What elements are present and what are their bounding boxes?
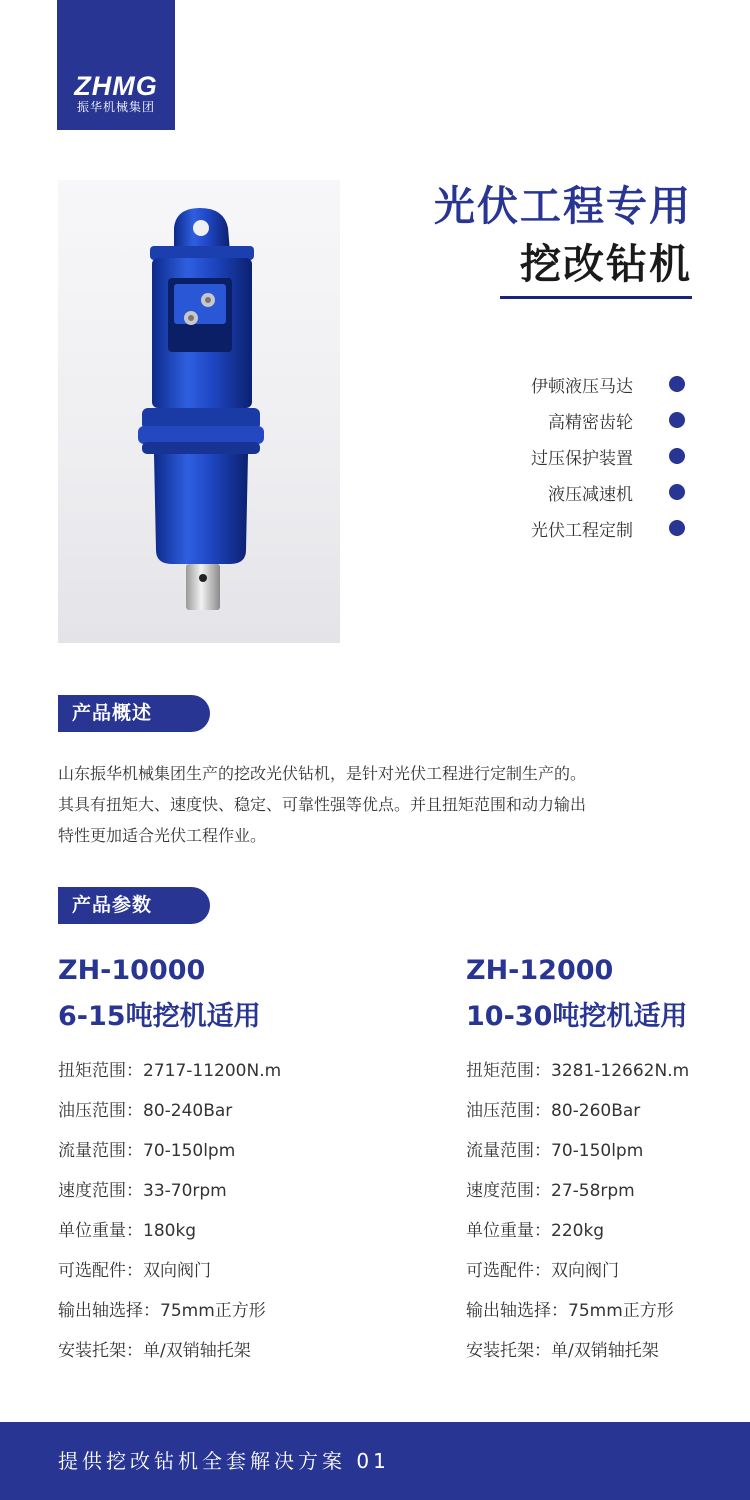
model-name: ZH-12000 bbox=[466, 955, 614, 986]
spec-line: 安装托架：单/双销轴托架 bbox=[58, 1341, 251, 1361]
overview-heading: 产品概述 bbox=[58, 695, 210, 732]
spec-line: 速度范围：27-58rpm bbox=[466, 1181, 635, 1201]
bullet-dot-icon bbox=[669, 520, 685, 536]
spec-line: 可选配件：双向阀门 bbox=[466, 1261, 619, 1281]
feature-label: 伊顿液压马达 bbox=[531, 376, 633, 397]
feature-item bbox=[430, 402, 692, 438]
spec-line: 流量范围：70-150lpm bbox=[58, 1141, 236, 1161]
spec-line: 扭矩范围：2717-11200N.m bbox=[58, 1061, 282, 1081]
spec-line: 油压范围：80-240Bar bbox=[58, 1101, 233, 1121]
spec-line: 输出轴选择：75mm正方形 bbox=[466, 1301, 674, 1321]
feature-label: 高精密齿轮 bbox=[548, 412, 633, 433]
params-heading: 产品参数 bbox=[58, 887, 210, 924]
logo-subtitle: 振华机械集团 bbox=[76, 100, 155, 114]
brand-logo bbox=[57, 0, 175, 130]
model-fit: 10-30吨挖机适用 bbox=[466, 1001, 688, 1032]
overview-line: 特性更加适合光伏工程作业。 bbox=[58, 826, 267, 845]
overview-line: 其具有扭矩大、速度快、稳定、可靠性强等优点。并且扭矩范围和动力输出 bbox=[58, 795, 587, 814]
spec-line: 安装托架：单/双销轴托架 bbox=[466, 1341, 659, 1361]
overview-line: 山东振华机械集团生产的挖改光伏钻机，是针对光伏工程进行定制生产的。 bbox=[58, 764, 587, 783]
product-image bbox=[58, 180, 340, 643]
feature-label: 光伏工程定制 bbox=[531, 520, 633, 541]
spec-line: 流量范围：70-150lpm bbox=[466, 1141, 644, 1161]
spec-line: 单位重量：180kg bbox=[58, 1221, 197, 1241]
spec-line: 油压范围：80-260Bar bbox=[466, 1101, 641, 1121]
model-name: ZH-10000 bbox=[58, 955, 206, 986]
footer-banner: 提供挖改钻机全套解决方案 01 bbox=[0, 1422, 750, 1500]
model-fit: 6-15吨挖机适用 bbox=[58, 1001, 261, 1032]
bullet-dot-icon bbox=[669, 412, 685, 428]
spec-line: 单位重量：220kg bbox=[466, 1221, 605, 1241]
hero-title-line2: 挖改钻机 bbox=[520, 240, 692, 288]
feature-item bbox=[430, 474, 692, 510]
model-column-2 bbox=[466, 955, 750, 1375]
bullet-dot-icon bbox=[669, 448, 685, 464]
feature-list bbox=[430, 366, 692, 546]
bullet-dot-icon bbox=[669, 484, 685, 500]
feature-item bbox=[430, 438, 692, 474]
spec-line: 速度范围：33-70rpm bbox=[58, 1181, 227, 1201]
hero-title-line1: 光伏工程专用 bbox=[434, 182, 692, 230]
spec-line: 扭矩范围：3281-12662N.m bbox=[466, 1061, 690, 1081]
feature-item bbox=[430, 366, 692, 402]
feature-label: 液压减速机 bbox=[548, 484, 633, 505]
overview-paragraph bbox=[58, 758, 698, 851]
auger-drive-illustration bbox=[58, 180, 340, 643]
spec-line: 输出轴选择：75mm正方形 bbox=[58, 1301, 266, 1321]
feature-label: 过压保护装置 bbox=[531, 448, 633, 469]
model-column-1 bbox=[58, 955, 378, 1375]
spec-line: 可选配件：双向阀门 bbox=[58, 1261, 211, 1281]
logo-mark: ZHMG bbox=[74, 71, 158, 101]
feature-item bbox=[430, 510, 692, 546]
title-underline bbox=[500, 296, 692, 299]
bullet-dot-icon bbox=[669, 376, 685, 392]
